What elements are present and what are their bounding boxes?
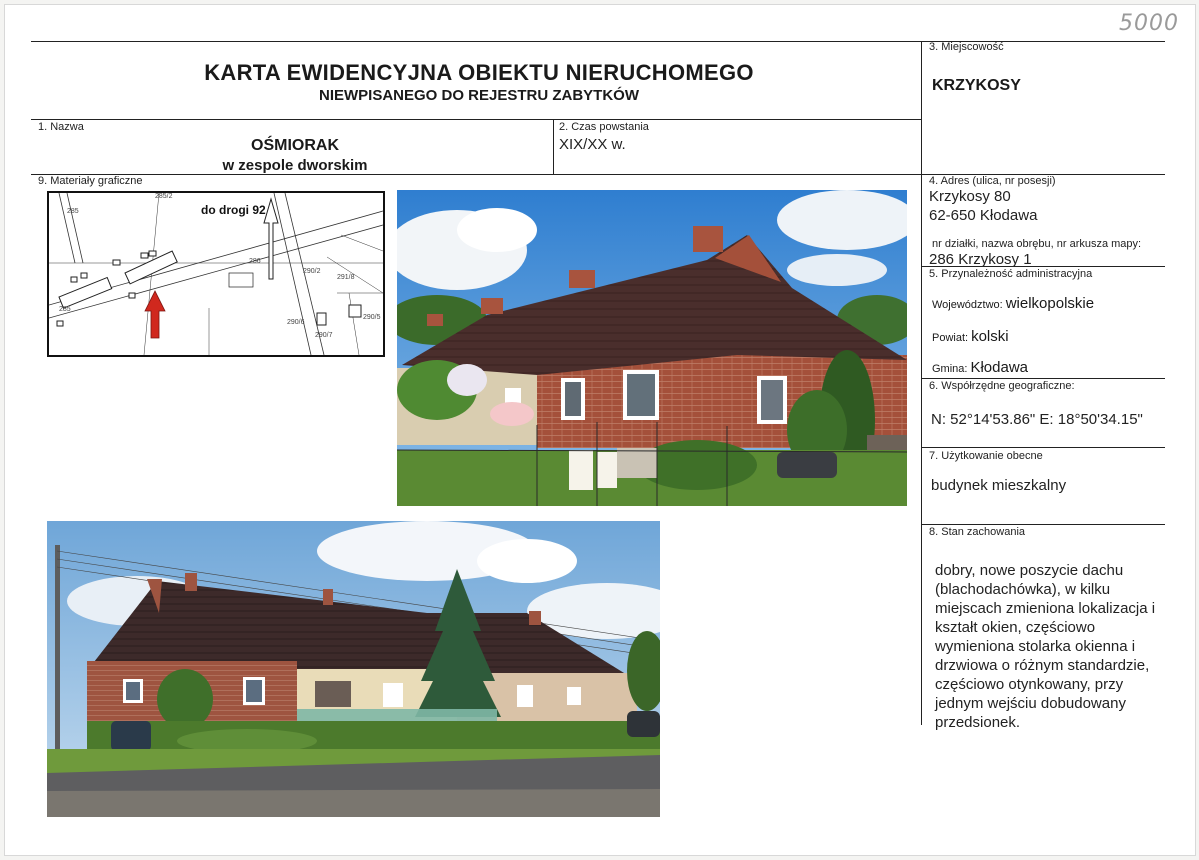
- commune-label: Gmina:: [932, 363, 968, 375]
- rule-under-title: [31, 119, 921, 120]
- address-label: 4. Adres (ulica, nr posesji): [929, 175, 1056, 187]
- rule-under-usage: [921, 524, 1165, 525]
- usage-label: 7. Użytkowanie obecne: [929, 450, 1043, 462]
- voivodeship-label: Województwo:: [932, 299, 1003, 311]
- parcel-number: 286: [249, 258, 261, 265]
- rule-under-admin: [921, 378, 1165, 379]
- graphics-label: 9. Materiały graficzne: [38, 175, 143, 187]
- condition-label: 8. Stan zachowania: [929, 526, 1026, 538]
- coords-label: 6. Współrzędne geograficzne:: [929, 380, 1075, 392]
- sheet-number: 5000: [1119, 11, 1179, 36]
- rule-right-column: [921, 41, 922, 725]
- parcel-value: 286 Krzykosy 1: [929, 251, 1032, 268]
- cadastral-map: [47, 191, 385, 357]
- condition-value: dobry, nowe poszycie dachu (blachodachówka), w kilku miejscach zmieniona lokalizacja i kształt okien, częściowo wymieniona stolarka okienna i drzwiowa o różnym standardzie, częściowo otynkowany, przy jednym wejściu dobudowany przedsionek.: [935, 562, 1156, 731]
- county-value: kolski: [971, 328, 1009, 345]
- address-line2: 62-650 Kłodawa: [929, 207, 1038, 224]
- locality-value: KRZYKOSY: [932, 77, 1021, 94]
- locality-label: 3. Miejscowość: [929, 41, 1004, 53]
- parcel-number: 285: [67, 208, 79, 215]
- coords-value: N: 52°14'53.86" E: 18°50'34.15": [931, 411, 1143, 428]
- commune-row: [932, 359, 1028, 377]
- voivodeship-value: wielkopolskie: [1005, 295, 1095, 312]
- parcel-number: 290/5: [363, 314, 381, 321]
- parcel-number: 290/2: [303, 268, 321, 275]
- page-subtitle: NIEWPISANEGO DO REJESTRU ZABYTKÓW: [318, 87, 640, 104]
- object-name: OŚMIORAK: [251, 137, 339, 154]
- object-name-sub: w zespole dworskim: [222, 157, 368, 174]
- record-card: [4, 4, 1196, 856]
- voivodeship-row: [932, 295, 1094, 313]
- admin-label: 5. Przynależność administracyjna: [929, 268, 1093, 280]
- origin-label: 2. Czas powstania: [559, 121, 649, 133]
- photo-house-wide: [47, 521, 660, 817]
- commune-value: Kłodawa: [970, 359, 1029, 376]
- county-row: [932, 328, 1009, 346]
- name-label: 1. Nazwa: [38, 121, 84, 133]
- parcel-number: 290/7: [315, 332, 333, 339]
- photo-house-closeup: [397, 190, 907, 506]
- rule-name-origin: [553, 119, 554, 174]
- rule-under-coords: [921, 447, 1165, 448]
- parcel-number: 290/6: [287, 319, 305, 326]
- parcel-number: 285/2: [155, 193, 173, 200]
- parcel-label: nr działki, nazwa obrębu, nr arkusza mapy:: [932, 238, 1142, 250]
- map-road-label: do drogi 92: [201, 203, 266, 217]
- address-line1: Krzykosy 80: [929, 188, 1011, 205]
- page-title: KARTA EWIDENCYJNA OBIEKTU NIERUCHOMEGO: [204, 60, 754, 85]
- parcel-number: 291/8: [337, 274, 355, 281]
- usage-value: budynek mieszkalny: [931, 477, 1067, 494]
- parcel-number: 285: [59, 306, 71, 313]
- county-label: Powiat:: [932, 332, 969, 344]
- origin-value: XIX/XX w.: [559, 136, 626, 153]
- cadastral-map-drawing: [49, 193, 383, 355]
